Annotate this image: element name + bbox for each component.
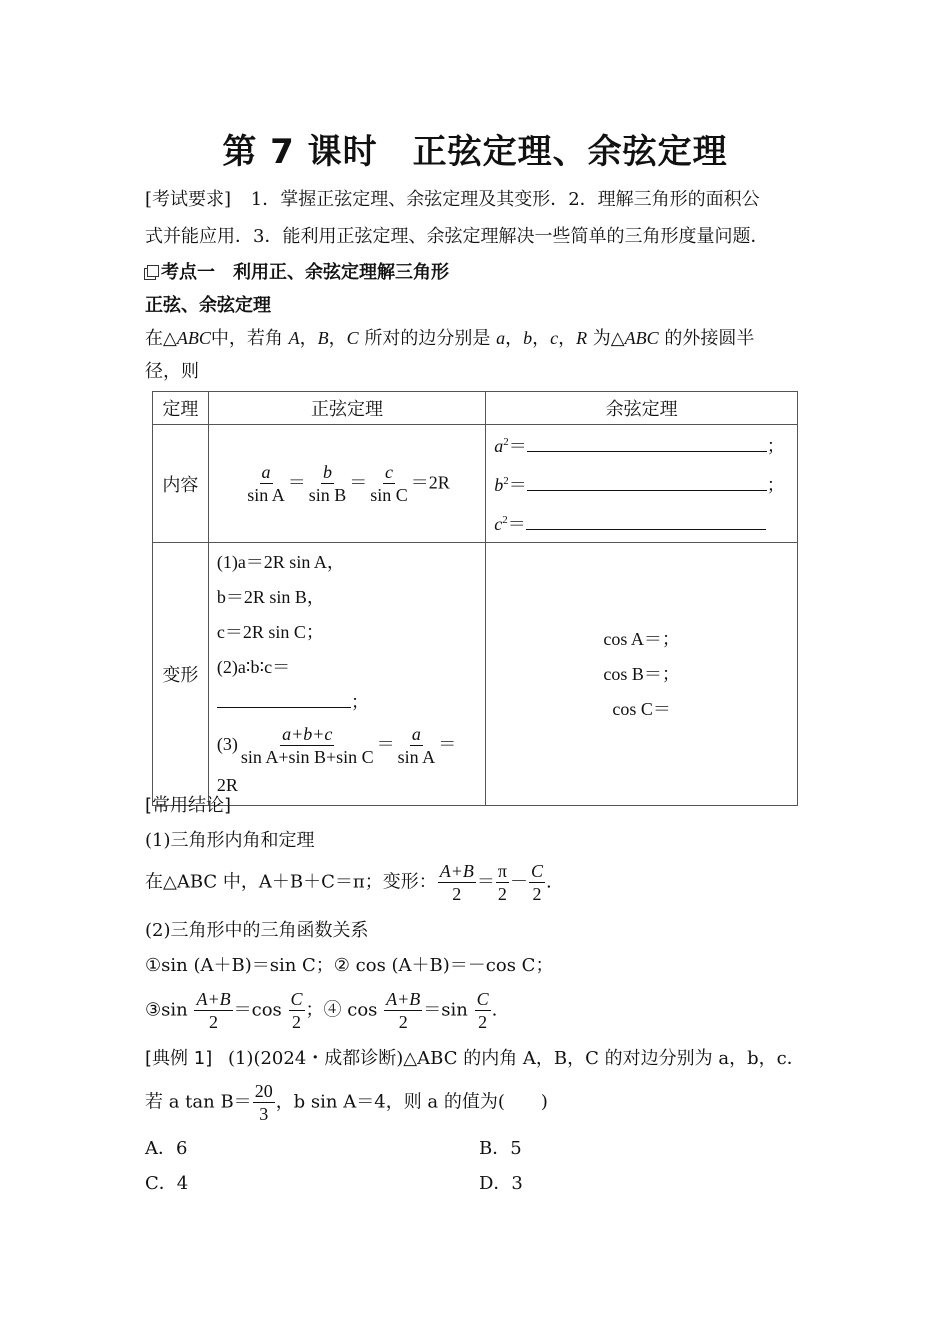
intro-line-1 xyxy=(145,327,754,350)
section-marker-icon xyxy=(144,265,158,279)
section-heading-text: 考点一 利用正、余弦定理解三角形 xyxy=(161,262,449,283)
comma: ， xyxy=(299,328,318,349)
subheading: 正弦、余弦定理 xyxy=(145,295,271,316)
section-heading xyxy=(144,262,449,284)
intro-text: 中，若角 xyxy=(210,328,283,349)
fraction: $\frac{\pi}{2}$ xyxy=(497,861,507,904)
page-title: 第 7 课时 正弦定理、余弦定理 xyxy=(222,132,728,172)
sine-law-cell xyxy=(208,425,485,543)
example-text: (1)(2024・成都诊断)△ABC 的内角 A，B，C 的对边分别为 a，b，c． xyxy=(227,1048,805,1069)
requirement-line-2: 式并能应用．3．能利用正弦定理、余弦定理解决一些简单的三角形度量问题． xyxy=(145,226,769,247)
variant-line: (2)a∶b∶c＝ xyxy=(216,657,291,677)
equals: ＝ xyxy=(287,472,306,494)
intro-line-2: 径，则 xyxy=(145,361,199,382)
sine-rhs: 2R xyxy=(428,472,450,493)
cosine-law-cell xyxy=(486,425,798,543)
row-label: 变形 xyxy=(153,543,209,806)
conclusion-1-title: (1)三角形内角和定理 xyxy=(145,830,315,851)
example-tag: [典例 1] xyxy=(145,1048,213,1069)
example-line-1 xyxy=(145,1048,805,1070)
variant-line: b＝2R sin B， xyxy=(216,587,325,607)
var-a: a xyxy=(496,328,506,348)
table-header-row xyxy=(153,392,798,425)
fraction: $\frac{A+B}{2}$ xyxy=(196,989,231,1032)
var-B: B xyxy=(317,328,329,348)
conclusion-1-line: 在△ABC 中，A＋B＋C＝π；变形： $\frac{A+B}{2}$ ＝ $\frac{\pi}{2}$ － $\frac{C}{2}$ . xyxy=(145,861,552,904)
example-line-2: 若 a tan B＝ $\frac{20}{3}$ ，b sin A＝4，则 a 的值为( ) xyxy=(145,1081,548,1124)
intro-text: 在△ xyxy=(145,328,177,349)
intro-text: 所对的边分别是 xyxy=(364,328,491,349)
row-label: 内容 xyxy=(153,425,209,543)
fraction: $\frac{a+b+c}{\text{sin A+sin B+sin C}}$ xyxy=(240,724,374,768)
variant-line: (1)a＝2R sin A， xyxy=(216,552,345,572)
conclusions-tag: [常用结论] xyxy=(145,795,232,816)
comma: ， xyxy=(328,328,347,349)
cosine-line-a: $a^2=$ ； xyxy=(494,436,785,457)
intro-text: 的外接圆半 xyxy=(664,328,755,349)
fraction: $\frac{b}{\text{sin B}}$ xyxy=(308,462,347,505)
fraction: $\frac{a}{\text{sin A}}$ xyxy=(247,462,285,505)
intro-abc: ABC xyxy=(624,328,659,348)
intro-abc: ABC xyxy=(176,328,211,348)
comma: ， xyxy=(532,328,551,349)
answer-blank xyxy=(527,474,767,491)
header-cell: 余弦定理 xyxy=(486,392,798,425)
conclusion-2-line-2: ③sin $\frac{A+B}{2}$ ＝cos $\frac{C}{2}$ ；④ cos $\frac{A+B}{2}$ ＝sin $\frac{C}{2}$ . xyxy=(145,989,498,1032)
equals: ＝ xyxy=(349,472,368,494)
fraction: $\frac{20}{3}$ xyxy=(254,1081,273,1124)
cosine-line-b: $b^2=$ ； xyxy=(494,475,785,496)
variant-line: cos C＝ xyxy=(612,698,671,719)
option-c[interactable]: C．4 xyxy=(145,1173,189,1194)
exam-requirement xyxy=(145,189,760,211)
requirement-line-1: 1．掌握正弦定理、余弦定理及其变形．2．理解三角形的面积公 xyxy=(250,189,760,210)
fraction: $\frac{A+B}{2}$ xyxy=(386,989,421,1032)
answer-blank xyxy=(526,513,766,530)
var-C: C xyxy=(346,328,359,348)
variant-line: (3) $\frac{a+b+c}{\text{sin A+sin B+sin C}}$ ＝ $\frac{a}{\text{sin A}}$ ＝ xyxy=(216,724,457,768)
comma: ， xyxy=(505,328,524,349)
answer-blank xyxy=(527,435,767,452)
table-row-variants xyxy=(153,543,798,806)
cosine-variants-cell xyxy=(486,543,798,806)
cosine-line-c: $c^2=$ xyxy=(494,503,797,542)
table-row-content xyxy=(153,425,798,543)
header-cell: 定理 xyxy=(153,392,209,425)
conclusion-2-title: (2)三角形中的三角函数关系 xyxy=(145,920,369,941)
requirement-tag: [考试要求] xyxy=(145,189,232,210)
answer-blank xyxy=(217,691,351,708)
var-A: A xyxy=(288,328,300,348)
variant-line: ； xyxy=(217,685,485,720)
header-cell: 正弦定理 xyxy=(208,392,485,425)
variant-line: 2R xyxy=(216,775,238,796)
theorem-table xyxy=(152,391,798,806)
var-R: R xyxy=(576,328,588,348)
variant-line: cos B＝； xyxy=(603,663,680,684)
var-b: b xyxy=(523,328,533,348)
fraction: $\frac{C}{2}$ xyxy=(530,861,543,904)
equals: ＝ xyxy=(410,472,429,494)
var-c: c xyxy=(550,328,559,348)
option-b[interactable]: B．5 xyxy=(479,1138,522,1159)
sine-variants-cell xyxy=(208,543,485,806)
option-d[interactable]: D．3 xyxy=(479,1173,523,1194)
fraction: $\frac{c}{\text{sin C}}$ xyxy=(370,462,408,505)
fraction: $\frac{a}{\text{sin A}}$ xyxy=(397,724,436,768)
option-a[interactable]: A．6 xyxy=(145,1138,188,1159)
fraction: $\frac{C}{2}$ xyxy=(290,989,303,1032)
conclusion-2-line-1: ①sin (A＋B)＝sin C；② cos (A＋B)＝－cos C； xyxy=(145,955,554,976)
conclusion-text: 在△ABC 中，A＋B＋C＝π；变形： xyxy=(145,871,437,893)
variant-line: c＝2R sin C； xyxy=(216,622,324,642)
fraction: $\frac{A+B}{2}$ xyxy=(439,861,474,904)
variant-line: cos A＝； xyxy=(603,628,680,649)
comma: ， xyxy=(558,328,577,349)
intro-text: 为△ xyxy=(592,328,625,349)
fraction: $\frac{C}{2}$ xyxy=(476,989,489,1032)
